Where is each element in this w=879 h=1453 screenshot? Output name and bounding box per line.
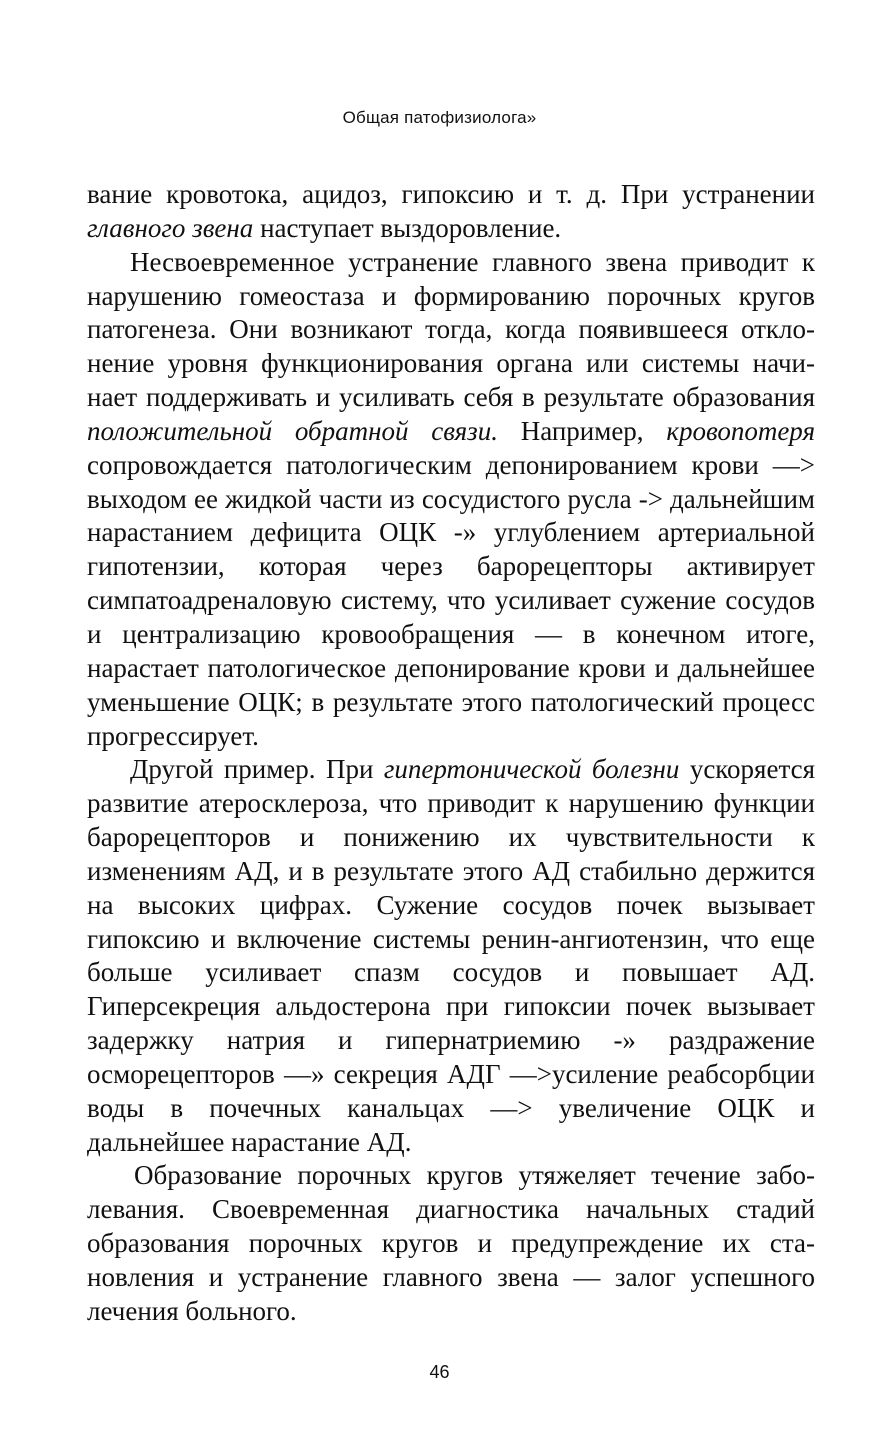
paragraph-1 <box>87 178 815 246</box>
body-text <box>87 178 815 1329</box>
paragraph-3 <box>87 753 815 1159</box>
running-header: Общая патофизиолога» <box>342 108 537 127</box>
paragraph-3-text-end: ускоряется развитие атеросклероза, что приводит к нарушению функции барорецепторов и понижению их чувствительности к изменениям АД, и в результате этого АД стабильно держится на высоких цифрах. Сужение сосудов почек вызывает гипоксию и включение системы ренин-ангиотензин, что еще больше усиливает спазм сосудов и повышает АД. Гиперсекреция альдостерона при гипоксии почек вызывает задержку натрия и гипернатриемию -» раздражение осморецепторов —» секреция АДГ —>усиление реабсорбции воды в почечных канальцах —> увеличение ОЦК и дальнейшее нарастание АД. <box>87 754 815 1157</box>
paragraph-3-text: Другой пример. При <box>130 754 384 785</box>
paragraph-1-text: вание кровотока, ацидоз, гипоксию и т. д. При устранении <box>87 179 815 209</box>
paragraph-4 <box>87 1159 815 1328</box>
paragraph-4-text: Образование порочных кругов утяжеляет течение заболевания. Своевременная диагностика начальных стадий образования порочных кругов и предупреждение их становления и устранение главного звена — залог успешного лечения больного. <box>87 1160 815 1326</box>
paragraph-2-text-mid: Например, <box>497 415 667 446</box>
paragraph-2 <box>87 246 815 754</box>
italic-term-positive-feedback: положительной обратной связи. <box>87 415 498 446</box>
page-number: 46 <box>429 1362 450 1382</box>
paragraph-2-text-end: сопровождается патологическим депонированием крови —> выходом ее жидкой части из сосудистого русла -> дальнейшим нарастанием дефицита ОЦК -» углублением артериальной гипотензии, которая через барорецепторы активирует симпатоадреналовую систему, что усиливает сужение сосудов и централизацию кровообращения — в конечном итоге, нарастает патологическое депонирование крови и дальнейшее уменьшение ОЦК; в результате этого патологический процесс прогрессирует. <box>87 449 815 751</box>
italic-term-main-link: главного звена <box>87 212 254 243</box>
paragraph-1-text-end: наступает выздоровление. <box>253 212 562 243</box>
italic-term-blood-loss: кровопотеря <box>666 415 815 446</box>
italic-term-hypertension: гипертонической болезни <box>383 754 680 785</box>
paragraph-2-text: Несвоевременное устранение главного звена приводит к нарушению гомеостаза и формированию порочных кругов патогенеза. Они возникают тогда, когда появившееся отклонение уровня функционирования органа или системы начинает поддерживать и усиливать себя в результате образования <box>87 246 815 413</box>
